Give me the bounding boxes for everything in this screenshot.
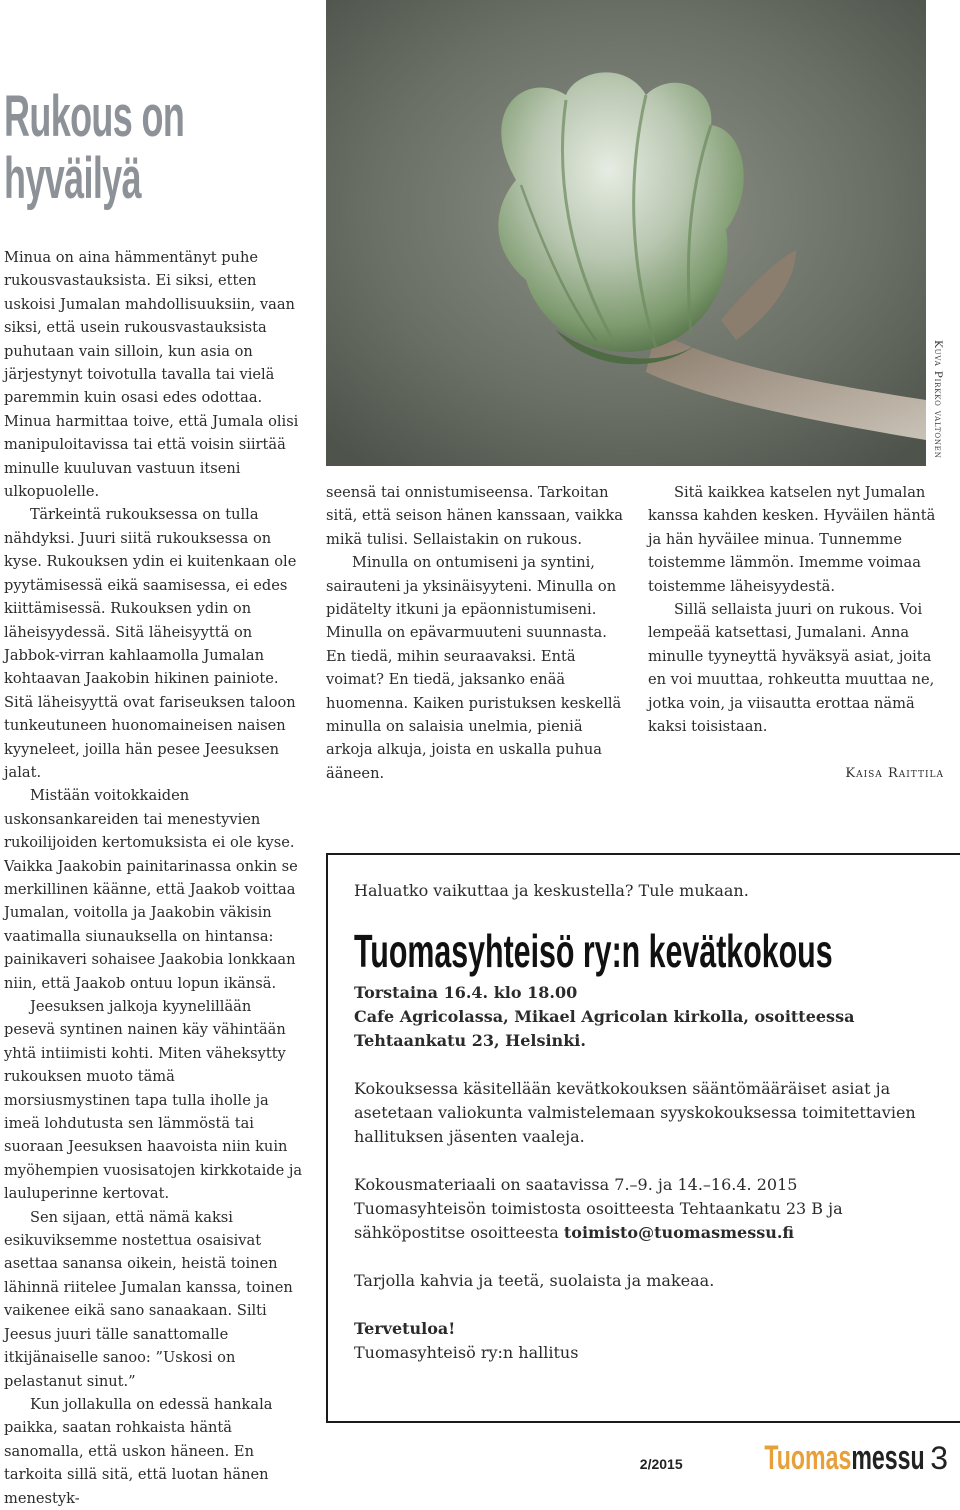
paragraph: Tärkeintä rukouksessa on tulla nähdyksi. Juuri siitä rukouksessa on kyse. Rukouksen ydin ei kuitenkaan ole pyytämisessä eikä saamisessa, ei edes kiittämisessä. Rukouksen ydin on läheisyydessä. Sitä läheisyyttä on Jabbok-virran kahlaamolla Jumalan kohtaavan Jaakobin hikinen painiote. Sitä läheisyyttä ovat fariseuksen taloon tunkeutuneen huonomaineisen naisen kyyneleet, joilla hän pesee Jeesuksen jalat. (4, 506, 297, 781)
page-number: 3 (930, 1440, 948, 1476)
photo-credit: Kuva Pirkko valtonen (932, 340, 944, 459)
article-title-line-2: hyväilyä (4, 146, 141, 211)
paragraph: Kun jollakulla on edessä hankala paikka, saatan rohkaista häntä sanomalla, että uskon häneen. En tarkoita sillä sitä, että luotan hänen menestyk- (4, 1395, 273, 1507)
brand-logo-part-1: Tuomas (764, 1439, 851, 1477)
paragraph: Sillä sellaista juuri on rukous. Voi lempeää katsettasi, Jumalani. Anna minulle tyyneyttä hyväksyä asiat, joita en voi muuttaa, rohkeutta muuttaa ne, jotka voin, ja viisautta erottaa nämä kaksi toisistaan. (648, 601, 935, 736)
paragraph: seensä tai onnistumiseensa. Tarkoitan sitä, että seison hänen kanssaan, vaikka mikä tulisi. Sellaistakin on rukous. (326, 484, 623, 548)
meeting-materials (354, 1173, 934, 1245)
brand-logo-part-2: messu (850, 1439, 925, 1477)
bud-photo (326, 0, 926, 466)
paragraph: Minulla on ontumiseni ja syntini, sairauteni ja yksinäisyyteni. Minulla on pidätelty itkuni ja epäonnistumiseni. Minulla on epävarmuuteni suunnasta. En tiedä, mihin seuraavaksi. Entä voimat? En tiedä, jaksanko enää huomenna. Kaiken puristuksen keskellä minulla on salaisia unelmia, pieniä arkoja alkuja, joista en uskalla puhua ääneen. (326, 554, 622, 782)
meeting-place-line-1: Cafe Agricolassa, Mikael Agricolan kirkolla, osoitteessa (354, 1007, 855, 1026)
paragraph: Sitä kaikkea katselen nyt Jumalan kanssa kahden kesken. Hyväilen häntä ja hän hyväilee minua. Tunnemme toistemme lämmön. Imemme voimaa toistemme läheisyydestä. (648, 484, 936, 595)
article-author: Kaisa Raittila (845, 766, 944, 781)
article-title-line-1: Rukous on (4, 84, 185, 149)
meeting-place-line-2: Tehtaankatu 23, Helsinki. (354, 1031, 586, 1050)
contact-email-link[interactable]: toimisto@tuomasmessu.fi (563, 1223, 795, 1242)
announcement-content (354, 879, 934, 1365)
brand-logo (764, 1440, 924, 1476)
page-footer (640, 1440, 948, 1476)
meeting-agenda: Kokouksessa käsitellään kevätkokouksen sääntömääräiset asiat ja asetetaan valiokunta valmistelemaan syyskokouksessa toimitettavien hallituksen jäsenten vaaleja. (354, 1079, 916, 1146)
article-column-2 (326, 481, 626, 785)
meeting-time: Torstaina 16.4. klo 18.00 (354, 983, 578, 1002)
announcement-signature: Tuomasyhteisö ry:n hallitus (354, 1343, 579, 1362)
paragraph: Minua on aina hämmentänyt puhe rukousvastauksista. Ei siksi, etten uskoisi Jumalan mahdollisuuksiin, vaan siksi, että usein rukousvastauksista puhutaan vain silloin, kun asia on järjestynyt toivotulla tavalla tai vielä paremmin kuin osasi edes odottaa. Minua harmittaa toive, että Jumala olisi manipuloitavissa tai että voisin siirtää minulle kuuluvan vastuun itseni ulkopuolelle. (4, 249, 299, 501)
article-title (4, 86, 190, 210)
bud-photo-illustration (326, 0, 926, 466)
paragraph: Sen sijaan, että nämä kaksi esikuviksemme nostettua osaisivat asettaa sanansa oikein, heistä toinen lähinnä riitelee Jumalan kanssa, toinen vaikenee eikä sano sanaakaan. Silti Jeesus juuri tälle sanattomalle itkijänaiselle sanoo: ”Uskosi on pelastanut sinut.” (4, 1208, 293, 1390)
paragraph: Jeesuksen jalkoja kyynelillään pesevä syntinen nainen käy vähintään yhtä intiimisti kohti. Miten väheksytty rukouksen muoto tämä morsiusmystinen tapa tulla iholle ja imeä lohdutusta sen lämmöstä tai suoraan Jeesuksen haavoista niin kuin myöhempien vuosisatojen kirkkotaide ja lauluperinne kertovat. (4, 998, 303, 1203)
announcement-box (326, 853, 960, 1423)
announcement-intro: Haluatko vaikuttaa ja keskustella? Tule mukaan. (354, 881, 749, 900)
meeting-materials-text: Kokousmateriaali on saatavissa 7.–9. ja 14.–16.4. 2015 Tuomasyhteisön toimistosta osoitteesta Tehtaankatu 23 B ja sähköpostitse osoitteesta (354, 1175, 843, 1242)
welcome-text: Tervetuloa! (354, 1319, 456, 1338)
refreshments-note: Tarjolla kahvia ja teetä, suolaista ja makeaa. (354, 1271, 715, 1290)
issue-number: 2/2015 (639, 1456, 683, 1472)
paragraph: Mistään voitokkaiden uskonsankareiden tai menestyvien rukoilijoiden kertomuksista ei ole kyse. Vaikka Jaakobin painitarinassa onkin se merkillinen käänne, että Jaakob voittaa Jumalan, voitolla ja Jaakobin väkisin vaatimalla siunauksella on hintansa: painikaveri sohaisee Jaakobia lonkkaan niin, että Jaakob ontuu lopun ikänsä. (4, 787, 298, 992)
article-column-3 (648, 481, 950, 738)
article-column-1 (4, 246, 304, 1510)
announcement-headline: Tuomasyhteisö ry:n kevätkokous (354, 925, 833, 977)
